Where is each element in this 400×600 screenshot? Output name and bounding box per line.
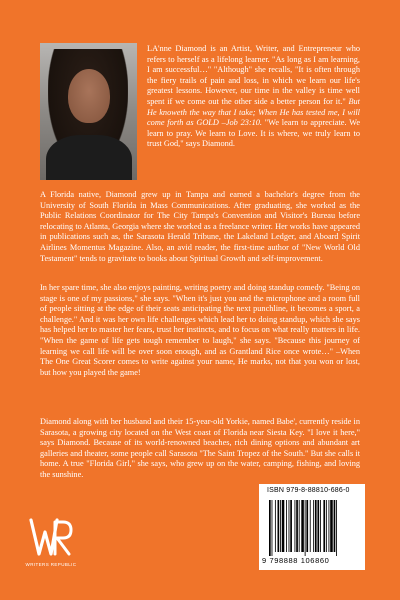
photo-shoulders (46, 135, 132, 180)
bio-paragraph-home: Diamond along with her husband and their 15-year-old Yorkie, named Babe', currently reside in Sarasota, a growing city located on the West coast of Florida near Siesta Key. "I love it here," says Diamond. Because of its world-renowned beaches, rich dining options and abundant art galleries and theater, some people call Sarasota "The Saint Tropez of the South." But she calls it home. A true "Florida Girl," she says, who grew up on the water, camping, fishing, and loving the sunshine. (40, 417, 360, 479)
publisher-logo (24, 514, 78, 580)
author-photo (40, 43, 137, 180)
barcode-icon (265, 498, 360, 556)
bio-intro (147, 44, 360, 150)
writers-republic-logo-icon (29, 514, 73, 560)
isbn-label: ISBN 979-8-88810-686-0 (267, 487, 350, 494)
photo-face (68, 69, 110, 123)
bio-intro-part1: LA'nne Diamond is an Artist, Writer, and Entrepreneur who refers to herself as a lifelong learner. "As long as I am learning, I am successful…" "Although" she recalls, "It is often through the fiery trails of pain and loss, in which we learn our life's greatest lessons. However, our time in the valley is time well spent if we come out the other side a better person for it." (147, 44, 360, 106)
barcode (265, 498, 360, 560)
barcode-number: 9 798888 106860 (262, 556, 330, 565)
bio-intro-part2: "We learn to appreciate. We learn to pray. We learn to Love. It is where, we truly learn to trust God," says Diamond. (147, 118, 360, 149)
bio-intro-quote: But He knoweth the way that I take; When He has tested me, I will come forth as GOLD –Job 23:10. (147, 96, 360, 128)
isbn-barcode-box (259, 484, 365, 570)
bio-paragraph-hobbies: In her spare time, she also enjoys painting, writing poetry and doing standup comedy. "Being on stage is one of my passions," she says. "When it's just you and the microphone and a room full of people sitting at the edge of their seats anticipating the next punchline, it becomes a sport, a challenge." And it was her own life challenges which lead her to doing standup, which she says has helped her to master her fears, trust her instincts, and to focus on what really matters in life. "When the game of life gets tough remember to laugh," she says. "Because this journey of learning we call life will be over soon enough, and as Grantland Rice once wrote…" –When The One Great Scorer comes to write against your name, He marks, not that you won or lost, but how you played the game! (40, 283, 360, 377)
publisher-name: WRITERS REPUBLIC (25, 562, 77, 567)
bio-paragraph-career: A Florida native, Diamond grew up in Tampa and earned a bachelor's degree from the University of South Florida in Mass Communications. After graduating, she worked as the Public Relations Coordinator for The City Tampa's Convention and Visitor's Bureau before relocating to Atlanta, Georgia where she worked as a freelance writer. Her works have appeared in publications such as, the Sarasota Herald Tribune, the Lakeland Ledger, and Aboard Spirit Airlines Momentus Magazine. Also, an avid reader, the first-time author of "New World Old Testament" tends to gravitate to books about Spiritual Growth and self-improvement. (40, 190, 360, 263)
